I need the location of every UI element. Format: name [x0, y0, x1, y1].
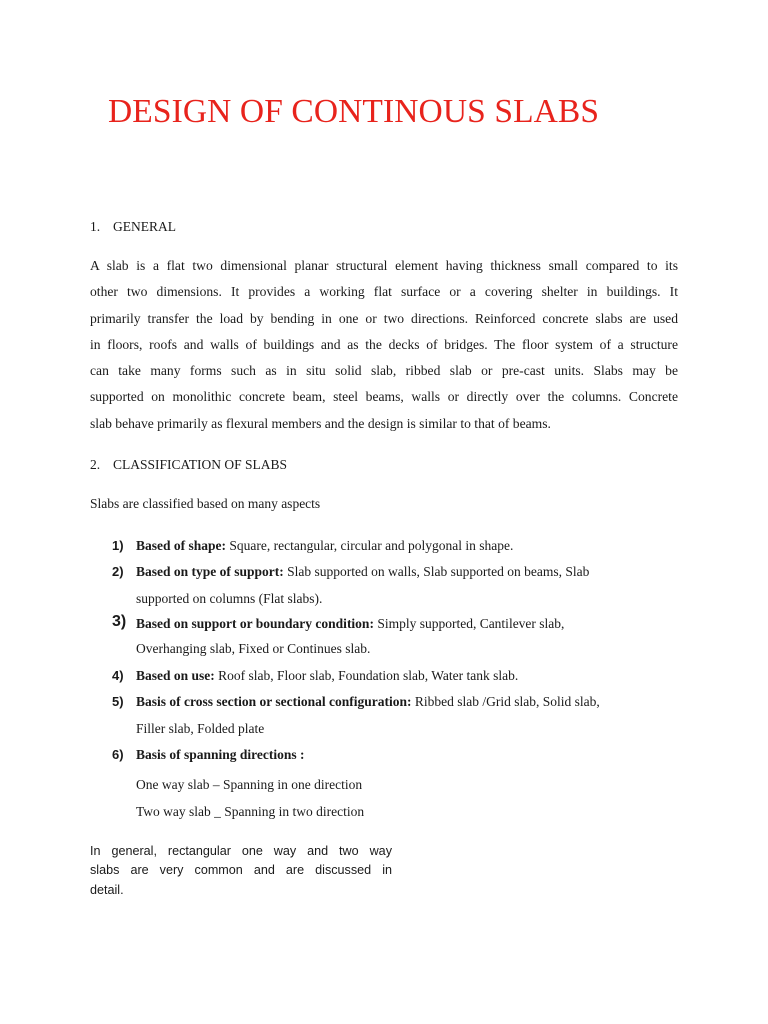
item-continuation: Two way slab _ Spanning in two direction — [136, 804, 365, 819]
list-marker: 4) — [112, 668, 124, 683]
section-title: GENERAL — [113, 219, 176, 234]
section-heading-general — [90, 219, 176, 235]
list-marker: 1) — [112, 538, 124, 553]
general-paragraph — [90, 253, 678, 437]
document-title: DESIGN OF CONTINOUS SLABS — [108, 93, 600, 130]
item-label: Based on use: — [136, 668, 215, 683]
paragraph-line: A slab is a flat two dimensional planar structural element having thickness small compared to its — [90, 258, 678, 273]
conclusion-line: slabs are very common and are discussed in — [90, 863, 392, 878]
item-label: Based on type of support: — [136, 564, 284, 579]
paragraph-line: in floors, roofs and walls of buildings and as the decks of bridges. The floor system of a structure — [90, 336, 678, 352]
paragraph-line: other two dimensions. It provides a working flat surface or a covering shelter in buildings. It — [90, 284, 678, 300]
list-marker: 2) — [112, 564, 124, 579]
paragraph-line: slab behave primarily as flexural members and the design is similar to that of beams. — [90, 415, 551, 431]
item-continuation: Overhanging slab, Fixed or Continues slab. — [136, 641, 371, 656]
item-label: Based on support or boundary condition: — [136, 616, 374, 631]
list-marker: 3) — [112, 613, 127, 630]
item-continuation: One way slab – Spanning in one direction — [136, 777, 363, 792]
conclusion-line: detail. — [90, 882, 124, 897]
item-label: Basis of cross section or sectional configuration: — [136, 694, 412, 709]
paragraph-line: primarily transfer the load by bending in one or two directions. Reinforced concrete slabs are used — [90, 310, 678, 326]
item-label: Based of shape: — [136, 538, 227, 553]
item-text: Square, rectangular, circular and polygonal in shape. — [226, 538, 514, 553]
paragraph-line: can take many forms such as in situ solid slab, ribbed slab or pre-cast units. Slabs may be — [90, 363, 678, 379]
section-title: CLASSIFICATION OF SLABS — [113, 457, 288, 472]
paragraph-line: supported on monolithic concrete beam, steel beams, walls or directly over the columns. Concrete — [90, 389, 678, 405]
conclusion-paragraph — [90, 842, 392, 900]
section-number: 1. — [90, 219, 101, 234]
section-number: 2. — [90, 457, 101, 472]
item-text: Roof slab, Floor slab, Foundation slab, Water tank slab. — [214, 668, 519, 683]
item-text: Ribbed slab /Grid slab, Solid slab, — [411, 694, 600, 709]
classification-intro: Slabs are classified based on many aspects — [90, 496, 321, 511]
section-heading-classification — [90, 457, 287, 473]
conclusion-line: In general, rectangular one way and two way — [90, 844, 392, 858]
item-label: Basis of spanning directions : — [136, 747, 305, 762]
item-text: Slab supported on walls, Slab supported on beams, Slab — [283, 564, 590, 579]
list-marker: 5) — [112, 694, 124, 709]
list-marker: 6) — [112, 747, 124, 762]
item-text: Simply supported, Cantilever slab, — [373, 616, 565, 631]
item-continuation: supported on columns (Flat slabs). — [136, 591, 323, 606]
item-continuation: Filler slab, Folded plate — [136, 721, 265, 736]
